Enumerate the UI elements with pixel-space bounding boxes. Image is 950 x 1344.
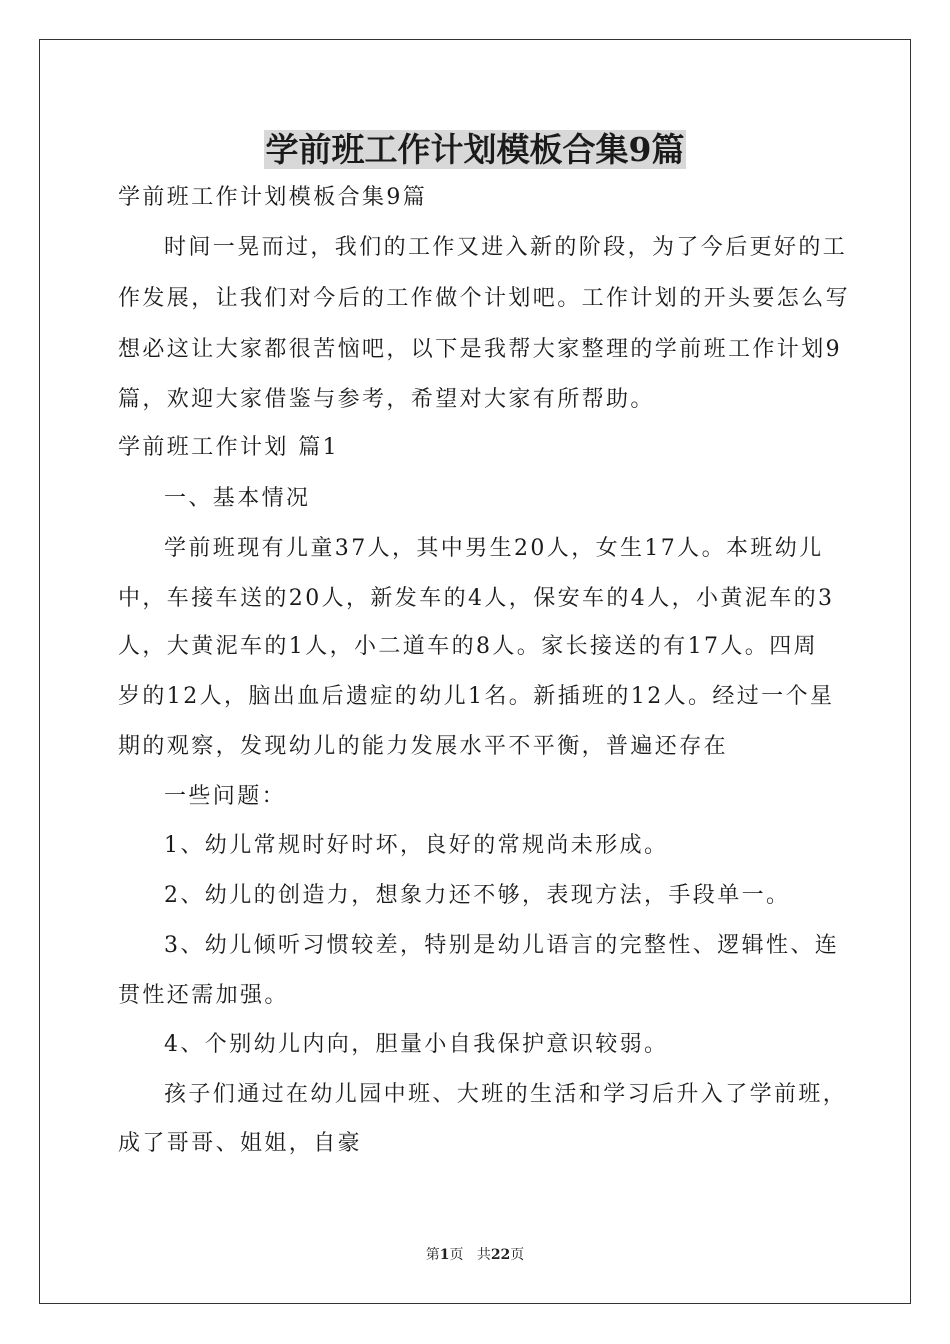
page-border: [39, 39, 911, 1304]
paragraph-line: 篇，欢迎大家借鉴与参考，希望对大家有所帮助。: [118, 387, 655, 412]
list-item-continuation: 贯性还需加强。: [118, 983, 289, 1008]
footer-total-suffix: 页: [510, 1247, 525, 1263]
footer-page-prefix: 第: [425, 1247, 440, 1263]
subtitle-line: 学前班工作计划模板合集9篇: [118, 185, 428, 210]
subsection-heading: 一、基本情况: [164, 486, 311, 511]
list-item: 1、幼儿常规时好时坏，良好的常规尚未形成。: [164, 833, 669, 858]
paragraph-line: 中，车接车送的20人，新发车的4人，保安车的4人，小黄泥车的3: [118, 586, 835, 611]
paragraph-line: 一些问题：: [164, 784, 287, 809]
footer-page-total: 22: [490, 1247, 511, 1263]
footer-page-current: 1: [439, 1247, 450, 1263]
footer-page-suffix: 页: [449, 1247, 464, 1263]
section-heading: 学前班工作计划 篇1: [118, 435, 339, 460]
paragraph-line: 时间一晃而过，我们的工作又进入新的阶段，为了今后更好的工: [164, 235, 848, 260]
paragraph-line: 孩子们通过在幼儿园中班、大班的生活和学习后升入了学前班，: [164, 1082, 848, 1107]
paragraph-line: 想必这让大家都很苦恼吧，以下是我帮大家整理的学前班工作计划9: [118, 337, 842, 362]
footer-total-prefix: 共: [476, 1247, 491, 1263]
document-title: [0, 128, 950, 172]
paragraph-line: 岁的12人，脑出血后遗症的幼儿1名。新插班的12人。经过一个星: [118, 684, 835, 709]
paragraph-line: 期的观察，发现幼儿的能力发展水平不平衡，普遍还存在: [118, 734, 729, 759]
paragraph-line: 人，大黄泥车的1人，小二道车的8人。家长接送的有17人。四周: [118, 634, 818, 659]
paragraph-line: 作发展，让我们对今后的工作做个计划吧。工作计划的开头要怎么写: [118, 286, 851, 311]
list-item: 3、幼儿倾听习惯较差，特别是幼儿语言的完整性、逻辑性、连: [164, 933, 840, 958]
list-item: 4、个别幼儿内向，胆量小自我保护意识较弱。: [164, 1032, 669, 1057]
document-title-text: 学前班工作计划模板合集9篇: [265, 130, 685, 169]
list-item: 2、幼儿的创造力，想象力还不够，表现方法，手段单一。: [164, 883, 791, 908]
page-footer: [0, 1246, 950, 1264]
paragraph-line: 学前班现有儿童37人，其中男生20人，女生17人。本班幼儿: [164, 536, 824, 561]
paragraph-line: 成了哥哥、姐姐，自豪: [118, 1131, 363, 1156]
